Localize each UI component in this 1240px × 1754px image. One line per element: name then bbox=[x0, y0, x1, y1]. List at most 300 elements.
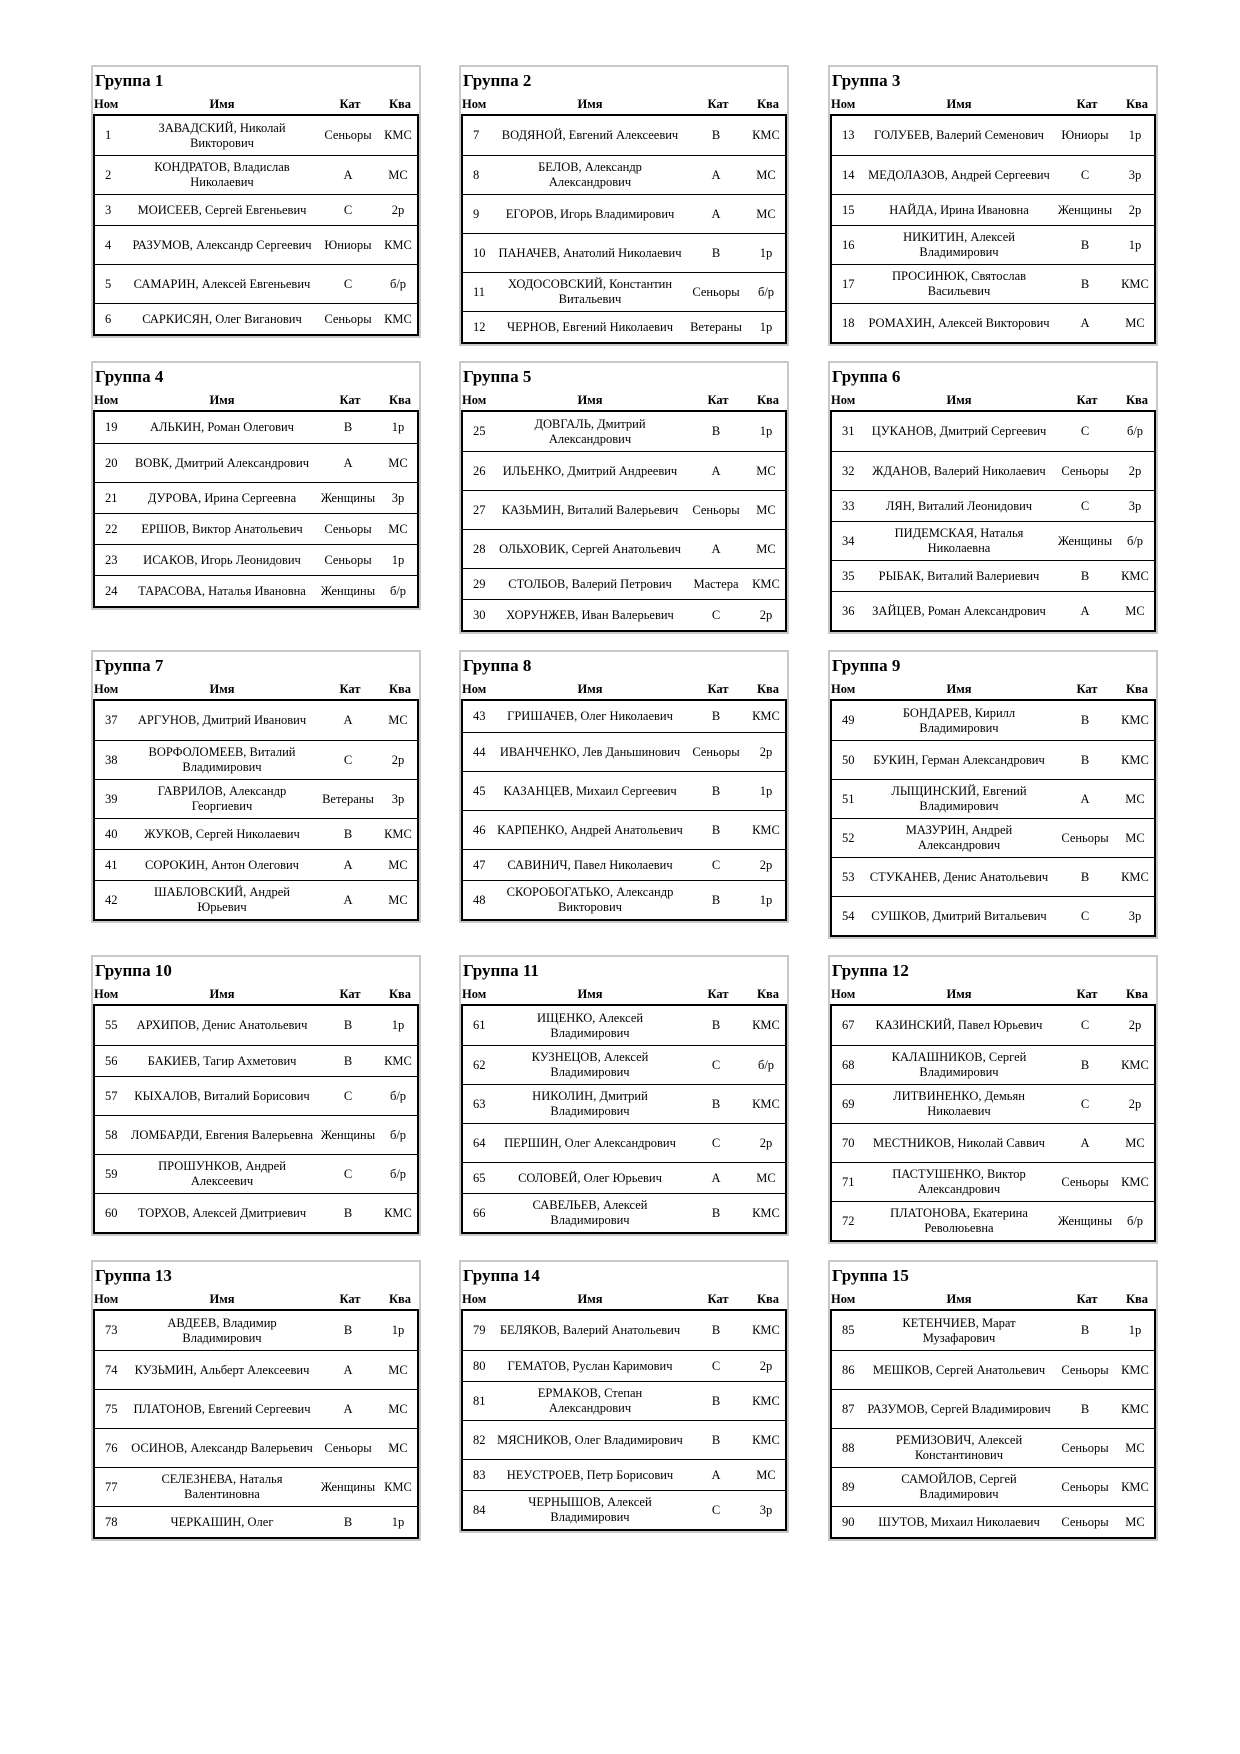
cell-category: A bbox=[1080, 603, 1090, 618]
cell-name: ЧЕРНОВ, Евгений Николаевич bbox=[506, 319, 674, 334]
cell-name: ПАСТУШЕНКО, Виктор Александрович bbox=[892, 1167, 1026, 1196]
cell-category: C bbox=[711, 857, 721, 872]
cell-category: Женщины bbox=[320, 490, 376, 505]
cell-number: 56 bbox=[105, 1053, 118, 1068]
table-row bbox=[832, 1084, 1154, 1123]
table-body bbox=[93, 412, 419, 608]
table-row bbox=[463, 155, 785, 194]
cell-category: C bbox=[711, 1358, 721, 1373]
cell-name: БУКИН, Герман Александрович bbox=[873, 752, 1045, 767]
cell-category: B bbox=[711, 783, 721, 798]
cell-number: 64 bbox=[473, 1135, 486, 1150]
group-table bbox=[828, 65, 1158, 346]
cell-name: КЫХАЛОВ, Виталий Борисович bbox=[134, 1088, 310, 1103]
group-title: Группа 9 bbox=[832, 656, 901, 675]
cell-number: 14 bbox=[842, 167, 855, 182]
cell-category: B bbox=[711, 128, 721, 142]
table-row bbox=[95, 849, 417, 880]
cell-number: 22 bbox=[105, 521, 118, 536]
cell-category: A bbox=[711, 1170, 721, 1185]
table-row bbox=[832, 451, 1154, 490]
cell-number: 48 bbox=[473, 892, 486, 907]
cell-qualification: 1р bbox=[391, 1514, 405, 1529]
cell-name: СЕЛЕЗНЕВА, Наталья Валентиновна bbox=[161, 1472, 283, 1501]
table-row bbox=[95, 116, 417, 155]
cell-qualification: КМС bbox=[384, 237, 412, 252]
cell-category: C bbox=[343, 752, 353, 767]
table-row bbox=[95, 575, 417, 606]
table-row bbox=[95, 779, 417, 818]
cell-category: Сеньоры bbox=[324, 552, 372, 567]
table-row bbox=[95, 1506, 417, 1537]
cell-name: ЛЯН, Виталий Леонидович bbox=[885, 498, 1033, 513]
group-title: Группа 5 bbox=[463, 367, 532, 386]
table-body bbox=[830, 116, 1156, 344]
cell-category: A bbox=[343, 857, 353, 872]
cell-category: A bbox=[343, 1401, 353, 1416]
cell-name: КАЗАНЦЕВ, Михаил Сергеевич bbox=[503, 783, 677, 798]
cell-name: ШУТОВ, Михаил Николаевич bbox=[878, 1514, 1040, 1529]
cell-name: СТУКАНЕВ, Денис Анатольевич bbox=[869, 869, 1049, 884]
cell-qualification: б/р bbox=[1126, 533, 1144, 548]
cell-qualification: 3р bbox=[391, 490, 405, 505]
header-kva: Ква bbox=[388, 97, 412, 111]
cell-qualification: МС bbox=[1125, 1135, 1145, 1150]
cell-qualification: 3р bbox=[759, 1502, 773, 1517]
table-row bbox=[832, 1201, 1154, 1240]
cell-number: 4 bbox=[105, 237, 112, 252]
cell-number: 37 bbox=[105, 713, 118, 727]
cell-name: ИСАКОВ, Игорь Леонидович bbox=[143, 552, 301, 567]
cell-category: A bbox=[343, 1362, 353, 1377]
table-row bbox=[832, 1311, 1154, 1350]
group-table bbox=[459, 65, 789, 346]
table-body bbox=[830, 701, 1156, 937]
cell-name: ГАВРИЛОВ, Александр Георгиевич bbox=[157, 784, 287, 813]
cell-name: АВДЕЕВ, Владимир Владимирович bbox=[167, 1315, 277, 1345]
group-title: Группа 7 bbox=[95, 656, 164, 675]
cell-number: 85 bbox=[842, 1323, 855, 1337]
cell-name: МАЗУРИН, Андрей Александрович bbox=[905, 823, 1013, 852]
header-name: Имя bbox=[577, 682, 603, 696]
cell-qualification: МС bbox=[388, 521, 408, 536]
cell-category: Женщины bbox=[1057, 1213, 1113, 1228]
table-row bbox=[95, 1006, 417, 1045]
cell-name: КУЗЬМИН, Альберт Алексеевич bbox=[134, 1362, 310, 1377]
header-name: Имя bbox=[577, 393, 603, 407]
table-row bbox=[95, 1428, 417, 1467]
cell-name: ЧЕРНЫШОВ, Алексей Владимирович bbox=[528, 1495, 652, 1524]
cell-number: 87 bbox=[842, 1401, 855, 1416]
group-title: Группа 14 bbox=[463, 1266, 540, 1285]
table-body bbox=[830, 1311, 1156, 1539]
cell-category: B bbox=[711, 1096, 721, 1111]
group-title: Группа 4 bbox=[95, 367, 164, 386]
header-kva: Ква bbox=[1125, 682, 1149, 696]
cell-name: КУЗНЕЦОВ, Алексей Владимирович bbox=[531, 1050, 649, 1079]
cell-qualification: КМС bbox=[752, 822, 780, 837]
cell-name: НЕУСТРОЕВ, Петр Борисович bbox=[506, 1467, 674, 1482]
cell-category: B bbox=[711, 424, 721, 438]
cell-name: СУШКОВ, Дмитрий Витальевич bbox=[871, 908, 1047, 923]
cell-qualification: КМС bbox=[384, 826, 412, 841]
cell-number: 62 bbox=[473, 1057, 486, 1072]
table-body bbox=[461, 412, 787, 632]
cell-name: НИКОЛИН, Дмитрий Владимирович bbox=[532, 1089, 648, 1118]
header-cat: Кат bbox=[707, 987, 729, 1001]
table-row bbox=[95, 155, 417, 194]
cell-qualification: 2р bbox=[759, 744, 773, 759]
header-name: Имя bbox=[209, 393, 235, 407]
cell-number: 6 bbox=[105, 311, 112, 326]
table-row bbox=[463, 1123, 785, 1162]
cell-name: ПЛАТОНОВА, Екатерина Революьевна bbox=[890, 1206, 1028, 1235]
table-row bbox=[95, 1193, 417, 1232]
header-cat: Кат bbox=[707, 393, 729, 407]
group-title: Группа 11 bbox=[463, 961, 539, 980]
cell-name: РОМАХИН, Алексей Викторович bbox=[868, 315, 1050, 330]
cell-qualification: КМС bbox=[1121, 1057, 1149, 1072]
table-body bbox=[461, 1006, 787, 1234]
cell-name: КАЗИНСКИЙ, Павел Юрьевич bbox=[875, 1018, 1043, 1032]
cell-qualification: 3р bbox=[1128, 498, 1142, 513]
cell-number: 47 bbox=[473, 857, 486, 872]
table-row bbox=[95, 443, 417, 482]
cell-number: 82 bbox=[473, 1432, 486, 1447]
header-num: Ном bbox=[831, 97, 856, 111]
table-header bbox=[830, 985, 1156, 1006]
cell-category: Женщины bbox=[320, 1127, 376, 1142]
group-table bbox=[828, 1260, 1158, 1541]
cell-category: Юниоры bbox=[324, 237, 372, 252]
header-num: Ном bbox=[831, 1292, 856, 1306]
cell-qualification: КМС bbox=[1121, 568, 1149, 583]
table-row bbox=[463, 1311, 785, 1350]
cell-name: ДУРОВА, Ирина Сергеевна bbox=[147, 490, 297, 505]
cell-qualification: МС bbox=[1125, 830, 1145, 845]
cell-qualification: 1р bbox=[391, 420, 405, 434]
cell-number: 68 bbox=[842, 1057, 855, 1072]
cell-category: B bbox=[1080, 1057, 1090, 1072]
cell-number: 53 bbox=[842, 869, 855, 884]
group-title: Группа 13 bbox=[95, 1266, 172, 1285]
header-cat: Кат bbox=[1076, 1292, 1098, 1306]
cell-number: 36 bbox=[842, 603, 855, 618]
cell-name: НАЙДА, Ирина Ивановна bbox=[889, 202, 1029, 217]
cell-number: 72 bbox=[842, 1213, 855, 1228]
table-header bbox=[830, 95, 1156, 116]
table-body bbox=[93, 701, 419, 921]
table-header bbox=[830, 1290, 1156, 1311]
cell-qualification: 1р bbox=[1128, 1323, 1142, 1337]
cell-number: 2 bbox=[105, 167, 112, 182]
cell-name: ВОДЯНОЙ, Евгений Алексеевич bbox=[501, 128, 679, 142]
cell-category: C bbox=[1080, 1096, 1090, 1111]
cell-category: Сеньоры bbox=[692, 744, 740, 759]
cell-name: ЕРМАКОВ, Степан Александрович bbox=[537, 1386, 643, 1415]
cell-name: ЕГОРОВ, Игорь Владимирович bbox=[505, 206, 675, 221]
cell-number: 73 bbox=[105, 1323, 118, 1337]
cell-name: ЛЫЩИНСКИЙ, Евгений Владимирович bbox=[891, 784, 1027, 813]
header-num: Ном bbox=[462, 393, 487, 407]
table-row bbox=[463, 311, 785, 342]
cell-name: ЦУКАНОВ, Дмитрий Сергеевич bbox=[871, 424, 1047, 438]
cell-qualification: КМС bbox=[1121, 1479, 1149, 1494]
cell-qualification: МС bbox=[756, 206, 776, 221]
cell-qualification: КМС bbox=[1121, 1401, 1149, 1416]
cell-qualification: МС bbox=[1125, 1440, 1145, 1455]
cell-number: 60 bbox=[105, 1205, 118, 1220]
cell-qualification: КМС bbox=[1121, 713, 1149, 727]
table-header bbox=[461, 95, 787, 116]
cell-category: A bbox=[711, 463, 721, 478]
group-title: Группа 2 bbox=[463, 71, 532, 90]
cell-qualification: МС bbox=[388, 1401, 408, 1416]
cell-category: Сеньоры bbox=[1061, 1514, 1109, 1529]
cell-category: B bbox=[1080, 1323, 1090, 1337]
cell-name: ЛИТВИНЕНКО, Демьян Николаевич bbox=[893, 1089, 1025, 1118]
cell-category: Ветераны bbox=[690, 319, 742, 334]
cell-name: ЗАВАДСКИЙ, Николай Викторович bbox=[158, 120, 286, 150]
table-header bbox=[461, 680, 787, 701]
table-header bbox=[830, 680, 1156, 701]
table-row bbox=[832, 1045, 1154, 1084]
cell-qualification: 1р bbox=[1128, 237, 1142, 252]
cell-category: B bbox=[711, 1432, 721, 1447]
cell-category: B bbox=[343, 1323, 353, 1337]
cell-qualification: КМС bbox=[384, 1205, 412, 1220]
header-cat: Кат bbox=[1076, 97, 1098, 111]
header-kva: Ква bbox=[388, 987, 412, 1001]
header-name: Имя bbox=[577, 1292, 603, 1306]
cell-category: B bbox=[343, 1514, 353, 1529]
table-row bbox=[95, 1115, 417, 1154]
cell-number: 27 bbox=[473, 502, 486, 517]
cell-number: 46 bbox=[473, 822, 486, 837]
cell-category: Сеньоры bbox=[324, 128, 372, 142]
cell-category: A bbox=[1080, 1135, 1090, 1150]
cell-category: B bbox=[1080, 276, 1090, 291]
cell-number: 83 bbox=[473, 1467, 486, 1482]
table-header bbox=[461, 391, 787, 412]
cell-name: КАЗЬМИН, Виталий Валерьевич bbox=[501, 502, 679, 517]
header-kva: Ква bbox=[1125, 393, 1149, 407]
header-num: Ном bbox=[462, 987, 487, 1001]
header-name: Имя bbox=[946, 682, 972, 696]
table-body bbox=[93, 116, 419, 336]
cell-category: C bbox=[1080, 1018, 1090, 1032]
cell-name: ЗАЙЦЕВ, Роман Александрович bbox=[872, 603, 1046, 618]
cell-qualification: б/р bbox=[757, 1057, 775, 1072]
table-row bbox=[832, 490, 1154, 521]
group-table bbox=[91, 65, 421, 338]
cell-number: 50 bbox=[842, 752, 855, 767]
group-table bbox=[91, 361, 421, 610]
header-num: Ном bbox=[94, 1292, 119, 1306]
cell-number: 29 bbox=[473, 576, 486, 591]
cell-name: АРГУНОВ, Дмитрий Иванович bbox=[137, 713, 307, 727]
cell-qualification: МС bbox=[388, 167, 408, 182]
cell-category: A bbox=[1080, 315, 1090, 330]
cell-number: 90 bbox=[842, 1514, 855, 1529]
group-table bbox=[459, 361, 789, 634]
cell-category: B bbox=[343, 1205, 353, 1220]
group-title: Группа 10 bbox=[95, 961, 172, 980]
cell-name: БЕЛОВ, Александр Александрович bbox=[538, 160, 642, 189]
header-kva: Ква bbox=[388, 682, 412, 696]
cell-number: 42 bbox=[105, 892, 118, 907]
cell-number: 57 bbox=[105, 1088, 118, 1103]
cell-number: 11 bbox=[473, 284, 486, 299]
cell-category: Сеньоры bbox=[1061, 1174, 1109, 1189]
cell-name: СОЛОВЕЙ, Олег Юрьевич bbox=[518, 1170, 662, 1185]
cell-qualification: КМС bbox=[1121, 1174, 1149, 1189]
cell-name: СТОЛБОВ, Валерий Петрович bbox=[508, 576, 672, 591]
cell-qualification: б/р bbox=[1126, 424, 1144, 438]
table-row bbox=[463, 451, 785, 490]
cell-category: C bbox=[1080, 498, 1090, 513]
cell-qualification: КМС bbox=[752, 1018, 780, 1032]
cell-number: 30 bbox=[473, 607, 486, 622]
cell-name: ГРИШАЧЕВ, Олег Николаевич bbox=[507, 709, 673, 723]
cell-qualification: МС bbox=[756, 463, 776, 478]
header-num: Ном bbox=[94, 393, 119, 407]
cell-category: B bbox=[1080, 752, 1090, 767]
cell-qualification: МС bbox=[388, 1362, 408, 1377]
header-kva: Ква bbox=[756, 393, 780, 407]
cell-qualification: 1р bbox=[391, 1018, 405, 1032]
cell-name: МЕДОЛАЗОВ, Андрей Сергеевич bbox=[868, 167, 1050, 182]
table-row bbox=[463, 1162, 785, 1193]
cell-category: C bbox=[711, 1135, 721, 1150]
header-kva: Ква bbox=[1125, 987, 1149, 1001]
cell-category: C bbox=[343, 202, 353, 217]
cell-category: B bbox=[1080, 713, 1090, 727]
cell-number: 20 bbox=[105, 455, 118, 470]
table-row bbox=[463, 1381, 785, 1420]
cell-qualification: 1р bbox=[759, 245, 773, 260]
cell-qualification: 1р bbox=[759, 892, 773, 907]
cell-name: ЖДАНОВ, Валерий Николаевич bbox=[872, 463, 1046, 478]
cell-category: B bbox=[1080, 237, 1090, 252]
table-row bbox=[95, 513, 417, 544]
table-row bbox=[832, 225, 1154, 264]
table-row bbox=[95, 1389, 417, 1428]
table-row bbox=[463, 771, 785, 810]
table-row bbox=[95, 1311, 417, 1350]
cell-number: 52 bbox=[842, 830, 855, 845]
cell-number: 15 bbox=[842, 202, 855, 217]
cell-category: A bbox=[343, 455, 353, 470]
cell-number: 35 bbox=[842, 568, 855, 583]
cell-number: 21 bbox=[105, 490, 118, 505]
group-table bbox=[459, 650, 789, 923]
cell-name: СКОРОБОГАТЬКО, Александр Викторович bbox=[506, 885, 674, 914]
table-row bbox=[832, 818, 1154, 857]
table-row bbox=[832, 412, 1154, 451]
table-row bbox=[463, 1350, 785, 1381]
table-header bbox=[93, 680, 419, 701]
cell-name: РАЗУМОВ, Сергей Владимирович bbox=[867, 1401, 1051, 1416]
table-row bbox=[463, 1084, 785, 1123]
table-row bbox=[463, 599, 785, 630]
header-num: Ном bbox=[94, 987, 119, 1001]
cell-name: БЕЛЯКОВ, Валерий Анатольевич bbox=[499, 1323, 681, 1337]
cell-number: 12 bbox=[473, 319, 486, 334]
cell-number: 1 bbox=[105, 128, 112, 142]
table-header bbox=[93, 391, 419, 412]
cell-qualification: КМС bbox=[752, 128, 780, 142]
header-kva: Ква bbox=[388, 393, 412, 407]
cell-qualification: КМС bbox=[752, 1393, 780, 1408]
group-table bbox=[91, 955, 421, 1236]
table-row bbox=[463, 1045, 785, 1084]
cell-name: ХОРУНЖЕВ, Иван Валерьевич bbox=[506, 607, 674, 622]
table-row bbox=[832, 1123, 1154, 1162]
table-header bbox=[93, 985, 419, 1006]
group-table bbox=[91, 1260, 421, 1541]
header-cat: Кат bbox=[339, 1292, 361, 1306]
cell-number: 67 bbox=[842, 1018, 855, 1032]
header-num: Ном bbox=[831, 682, 856, 696]
cell-name: ПЕРШИН, Олег Александрович bbox=[504, 1135, 676, 1150]
header-cat: Кат bbox=[339, 682, 361, 696]
cell-number: 61 bbox=[473, 1018, 486, 1032]
cell-name: КЕТЕНЧИЕВ, Марат Музафарович bbox=[902, 1315, 1016, 1345]
cell-qualification: 1р bbox=[1128, 128, 1142, 142]
header-kva: Ква bbox=[756, 97, 780, 111]
cell-category: B bbox=[343, 1053, 353, 1068]
cell-category: Сеньоры bbox=[1061, 830, 1109, 845]
table-row bbox=[832, 701, 1154, 740]
table-row bbox=[463, 412, 785, 451]
header-cat: Кат bbox=[1076, 393, 1098, 407]
cell-category: Женщины bbox=[1057, 533, 1113, 548]
cell-qualification: КМС bbox=[1121, 752, 1149, 767]
cell-name: ЕРШОВ, Виктор Анатольевич bbox=[141, 521, 303, 536]
cell-name: ВОРФОЛОМЕЕВ, Виталий Владимирович bbox=[148, 745, 296, 774]
cell-category: Сеньоры bbox=[324, 521, 372, 536]
cell-qualification: КМС bbox=[752, 709, 780, 723]
header-num: Ном bbox=[462, 1292, 487, 1306]
cell-category: B bbox=[343, 826, 353, 841]
cell-category: A bbox=[343, 713, 353, 727]
cell-name: КАРПЕНКО, Андрей Анатольевич bbox=[497, 822, 683, 837]
table-header bbox=[93, 1290, 419, 1311]
table-row bbox=[95, 818, 417, 849]
cell-name: МОИСЕЕВ, Сергей Евгеньевич bbox=[137, 202, 307, 217]
table-row bbox=[463, 272, 785, 311]
cell-number: 80 bbox=[473, 1358, 486, 1373]
cell-qualification: 1р bbox=[759, 424, 773, 438]
cell-number: 3 bbox=[105, 202, 112, 217]
cell-number: 41 bbox=[105, 857, 118, 872]
cell-category: Женщины bbox=[320, 1479, 376, 1494]
header-name: Имя bbox=[209, 1292, 235, 1306]
cell-name: ЧЕРКАШИН, Олег bbox=[170, 1514, 274, 1529]
header-cat: Кат bbox=[1076, 987, 1098, 1001]
header-kva: Ква bbox=[1125, 1292, 1149, 1306]
table-row bbox=[463, 1490, 785, 1529]
table-row bbox=[95, 1154, 417, 1193]
cell-qualification: 3р bbox=[391, 791, 405, 806]
cell-name: ХОДОСОВСКИЙ, Константин Витальевич bbox=[507, 277, 673, 306]
cell-qualification: 2р bbox=[1128, 1018, 1142, 1032]
cell-number: 76 bbox=[105, 1440, 118, 1455]
cell-qualification: 3р bbox=[1128, 908, 1142, 923]
cell-name: МЯСНИКОВ, Олег Владимирович bbox=[497, 1432, 683, 1447]
header-cat: Кат bbox=[707, 1292, 729, 1306]
